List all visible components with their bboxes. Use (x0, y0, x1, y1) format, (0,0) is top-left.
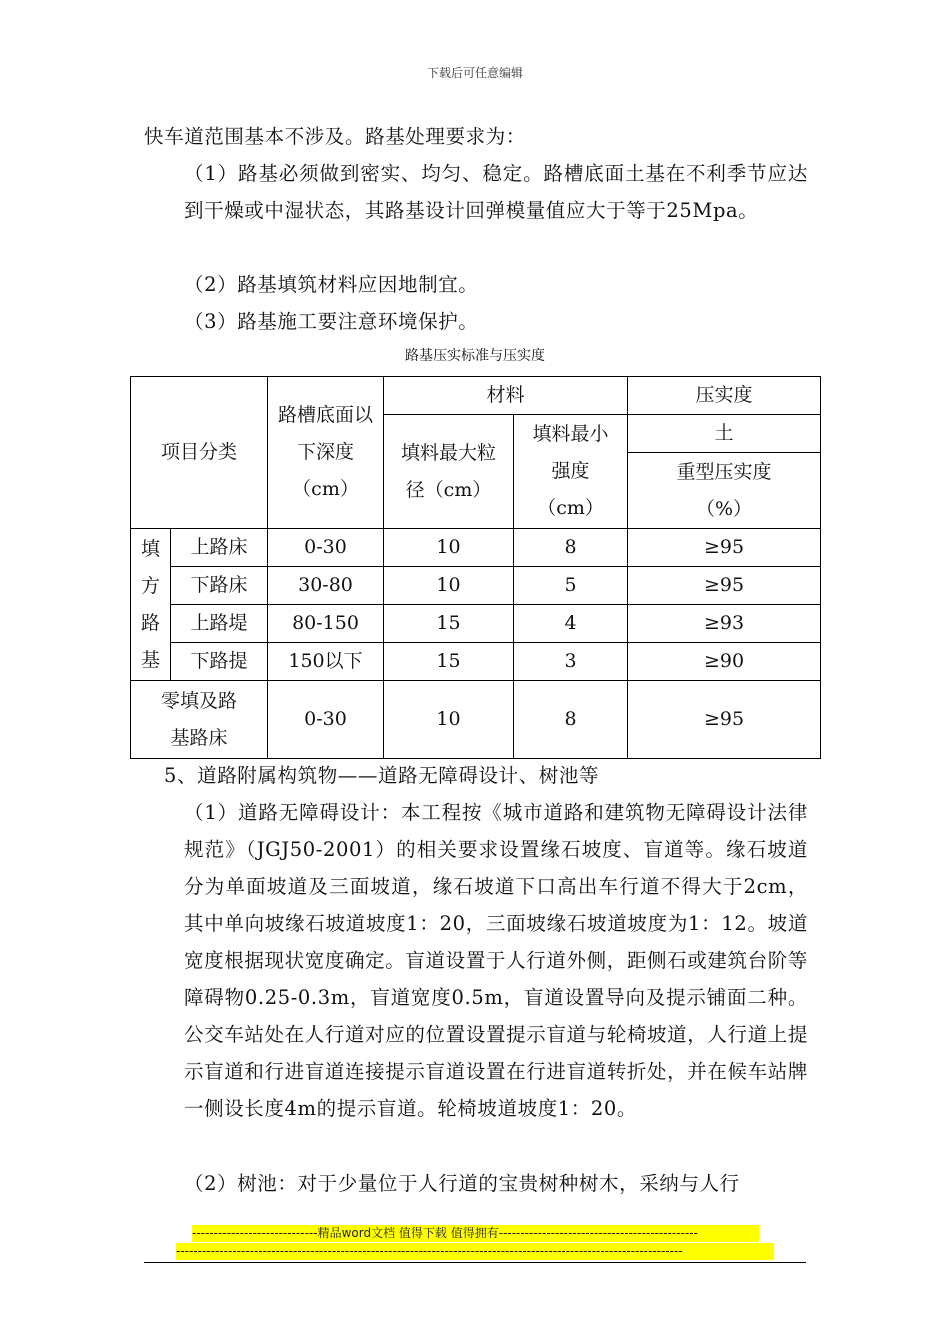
compaction-table (130, 376, 821, 759)
header-category: 项目分类 (131, 377, 268, 529)
row-compaction: ≥95 (628, 681, 821, 759)
footer-banner-bottom: --------------------------------------------------------------------------------------------------------------------- (176, 1243, 774, 1260)
section-heading-5: 5、道路附属构筑物——道路无障碍设计、树池等 (164, 764, 600, 787)
row-max-size: 10 (384, 681, 514, 759)
table-row (131, 567, 821, 605)
footer-banner-top: -----------------------------精品word文档 值得下载 值得拥有---------------------------------------------- (192, 1225, 759, 1242)
fill-group-char: 基 (140, 648, 160, 671)
header-material: 材料 (384, 377, 628, 415)
row-compaction: ≥93 (628, 605, 821, 643)
row-min-strength: 4 (514, 605, 628, 643)
row-compaction: ≥95 (628, 567, 821, 605)
header-max-size: 填料最大粒径（cm） (384, 415, 514, 529)
row-min-strength: 3 (514, 643, 628, 681)
row-min-strength: 8 (514, 681, 628, 759)
row-max-size: 10 (384, 567, 514, 605)
header-min-strength: 填料最小强度（cm） (514, 415, 628, 529)
fill-group-label (131, 529, 171, 681)
row-compaction: ≥90 (628, 643, 821, 681)
row-label-zero-fill: 零填及路基路床 (131, 681, 268, 759)
header-heavy: 重型压实度（%） (628, 453, 821, 529)
fill-group-char: 方 (140, 574, 160, 597)
row-min-strength: 5 (514, 567, 628, 605)
paragraph-requirement-2: （2）路基填筑材料应因地制宜。 (184, 273, 479, 296)
paragraph-accessibility: （1）道路无障碍设计：本工程按《城市道路和建筑物无障碍设计法律规范》（JGJ50-2001）的相关要求设置缘石坡度、盲道等。缘石坡道分为单面坡道及三面坡道，缘石坡道下口高出车行道不得大于2cm，其中单向坡缘石坡道坡度1：20，三面坡缘石坡道坡度为1：12。坡道宽度根据现状宽度确定。盲道设置于人行道外侧，距侧石或建筑台阶等障碍物0.25-0.3m，盲道宽度0.5m，盲道设置导向及提示铺面二种。公交车站处在人行道对应的位置设置提示盲道与轮椅坡道，人行道上提示盲道和行进盲道连接提示盲道设置在行进盲道转折处，并在候车站牌一侧设长度4m的提示盲道。轮椅坡道坡度1：20。 (184, 801, 808, 1120)
row-max-size: 15 (384, 643, 514, 681)
table-row (131, 605, 821, 643)
header-soil: 土 (628, 415, 821, 453)
header-compaction: 压实度 (628, 377, 821, 415)
table-row (131, 643, 821, 681)
row-depth: 0-30 (268, 529, 384, 567)
row-depth: 150以下 (268, 643, 384, 681)
row-depth: 80-150 (268, 605, 384, 643)
paragraph-tree-pits: （2）树池：对于少量位于人行道的宝贵树种树木，采纳与人行 (184, 1172, 740, 1195)
header-note: 下载后可任意编辑 (426, 66, 523, 80)
row-subcategory: 上路床 (171, 529, 268, 567)
row-compaction: ≥95 (628, 529, 821, 567)
row-min-strength: 8 (514, 529, 628, 567)
row-depth: 30-80 (268, 567, 384, 605)
table-row (131, 529, 821, 567)
footer-rule (144, 1262, 806, 1263)
fill-group-char: 路 (140, 611, 160, 634)
table-caption: 路基压实标准与压实度 (405, 348, 545, 364)
paragraph-requirement-3: （3）路基施工要注意环境保护。 (184, 310, 479, 333)
row-subcategory: 下路提 (171, 643, 268, 681)
table-row (131, 681, 821, 759)
paragraph-requirement-1: （1）路基必须做到密实、均匀、稳定。路槽底面土基在不利季节应达到干燥或中湿状态，其路基设计回弹模量值应大于等于25Mpa。 (184, 162, 808, 222)
row-depth: 0-30 (268, 681, 384, 759)
paragraph-intro: 快车道范围基本不涉及。路基处理要求为： (144, 125, 526, 148)
header-depth: 路槽底面以下深度（cm） (268, 377, 384, 529)
fill-group-char: 填 (140, 537, 160, 560)
row-subcategory: 上路堤 (171, 605, 268, 643)
row-max-size: 15 (384, 605, 514, 643)
row-max-size: 10 (384, 529, 514, 567)
row-subcategory: 下路床 (171, 567, 268, 605)
